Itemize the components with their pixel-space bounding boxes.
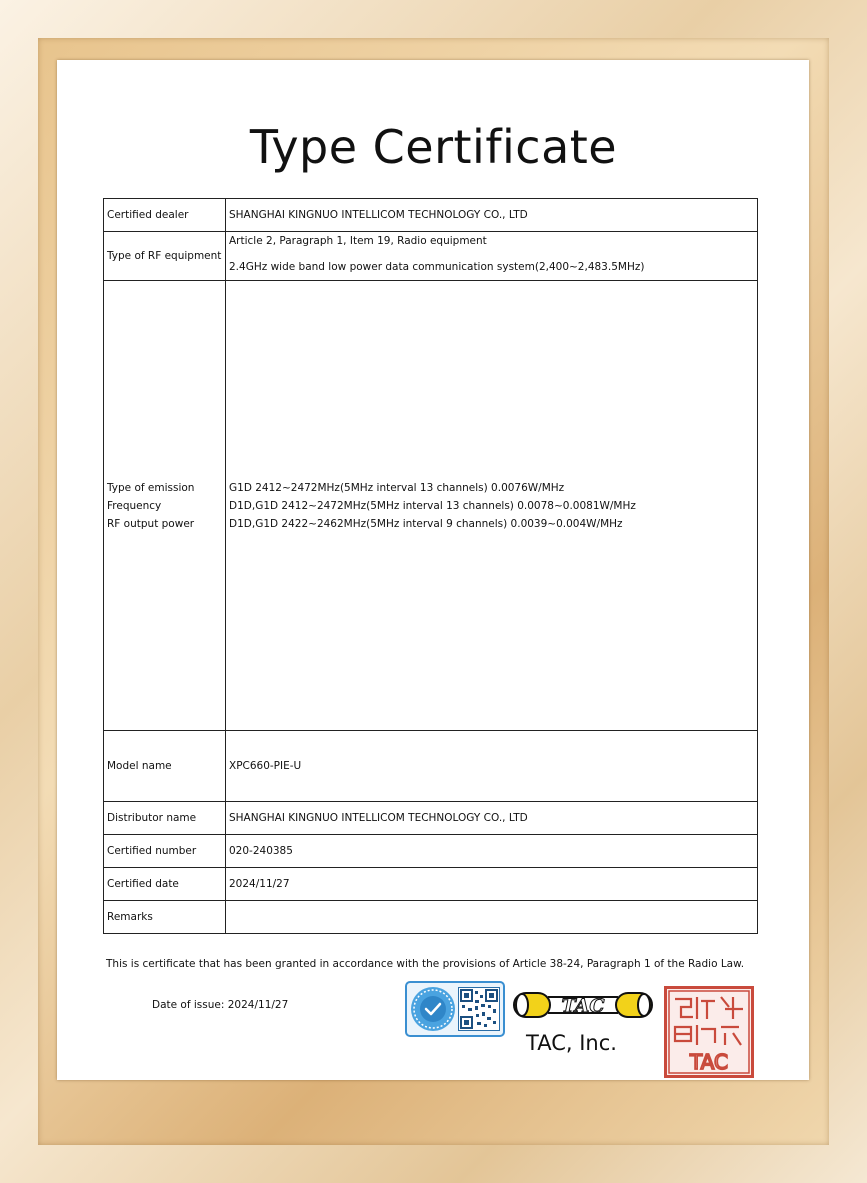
certified-number-value: 020-240385: [226, 835, 758, 868]
certified-date-label: Certified date: [104, 868, 226, 901]
legal-statement: This is certificate that has been granted in accordance with the provisions of Article 38-24, Paragraph 1 of the Radio Law.: [106, 958, 745, 970]
row-distributor: [104, 802, 758, 835]
certified-number-label: Certified number: [104, 835, 226, 868]
verified-seal-icon: [411, 987, 455, 1031]
row-model-name: [104, 731, 758, 802]
verification-badge: [405, 981, 505, 1037]
tac-logo-text: TAC: [561, 995, 605, 1017]
certificate-table: [103, 198, 758, 934]
official-seal-stamp: [664, 986, 754, 1078]
row-remarks: [104, 901, 758, 934]
remarks-label: Remarks: [104, 901, 226, 934]
row-emission: [104, 281, 758, 731]
tac-logo: [512, 988, 654, 1026]
certified-dealer-value: SHANGHAI KINGNUO INTELLICOM TECHNOLOGY CO., LTD: [226, 199, 758, 232]
page-title: Type Certificate: [249, 120, 618, 174]
frequency-label: Frequency: [107, 499, 162, 512]
model-name-label: Model name: [104, 731, 226, 802]
certified-dealer-label: Certified dealer: [104, 199, 226, 232]
model-name-value: XPC660-PIE-U: [226, 731, 758, 802]
issue-date-value: 2024/11/27: [227, 999, 289, 1011]
distributor-value: SHANGHAI KINGNUO INTELLICOM TECHNOLOGY CO., LTD: [226, 802, 758, 835]
emission-value-line: G1D 2412~2472MHz(5MHz interval 13 channels) 0.0076W/MHz: [229, 481, 565, 494]
rf-equipment-system: 2.4GHz wide band low power data communication system(2,400~2,483.5MHz): [229, 261, 645, 273]
emission-value-line: D1D,G1D 2412~2472MHz(5MHz interval 13 channels) 0.0078~0.0081W/MHz: [229, 499, 636, 512]
row-certified-number: [104, 835, 758, 868]
qr-code-icon: [458, 987, 500, 1031]
rf-equipment-label: Type of RF equipment: [104, 232, 226, 281]
issue-date: [152, 999, 288, 1011]
rf-output-power-label: RF output power: [107, 517, 195, 530]
certified-date-value: 2024/11/27: [226, 868, 758, 901]
emission-type-label: Type of emission: [107, 481, 195, 494]
row-certified-dealer: [104, 199, 758, 232]
emission-labels: [104, 281, 226, 731]
remarks-value: [226, 901, 758, 934]
row-rf-equipment: [104, 232, 758, 281]
rf-equipment-value: [226, 232, 758, 281]
stamp-text: TAC: [690, 1050, 728, 1074]
issuer-name: TAC, Inc.: [526, 1031, 617, 1055]
emission-values: [226, 281, 758, 731]
rf-equipment-article: Article 2, Paragraph 1, Item 19, Radio equipment: [229, 235, 487, 247]
emission-value-line: D1D,G1D 2422~2462MHz(5MHz interval 9 channels) 0.0039~0.004W/MHz: [229, 517, 623, 530]
issue-date-label: Date of issue:: [152, 999, 225, 1011]
distributor-label: Distributor name: [104, 802, 226, 835]
row-certified-date: [104, 868, 758, 901]
